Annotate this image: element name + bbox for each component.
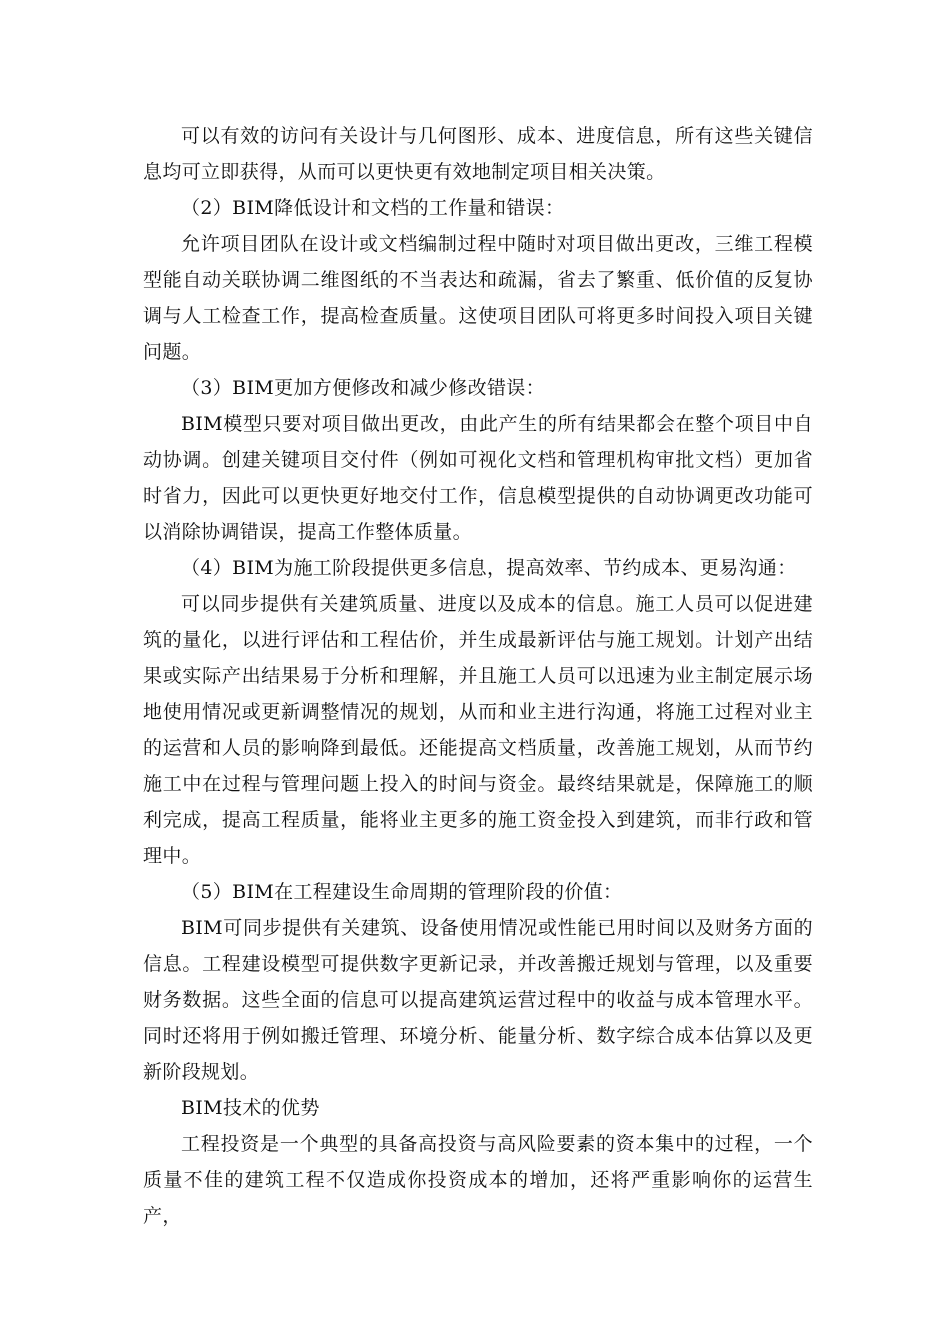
paragraph-easier-modification: BIM模型只要对项目做出更改，由此产生的所有结果都会在整个项目中自动协调。创建关键项目交付件（例如可视化文档和管理机构审批文档）更加省时省力，因此可以更快更好地交付工作，信息模型提供的自动协调更改功能可以消除协调错误，提高工作整体质量。 bbox=[143, 413, 813, 543]
paragraph-design-access: 可以有效的访问有关设计与几何图形、成本、进度信息，所有这些关键信息均可立即获得，从而可以更快更有效地制定项目相关决策。 bbox=[143, 125, 813, 183]
heading-easier-modification: （3）BIM更加方便修改和减少修改错误： bbox=[181, 377, 546, 399]
heading-reduce-errors: （2）BIM降低设计和文档的工作量和错误： bbox=[181, 197, 565, 219]
paragraph-construction-phase: 可以同步提供有关建筑质量、进度以及成本的信息。施工人员可以促进建筑的量化，以进行评估和工程估价，并生成最新评估与施工规划。计划产出结果或实际产出结果易于分析和理解，并且施工人员可以迅速为业主制定展示场地使用情况或更新调整情况的规划，从而和业主进行沟通，将施工过程对业主的运营和人员的影响降到最低。还能提高文档质量，改善施工规划，从而节约施工中在过程与管理问题上投入的时间与资金。最终结果就是，保障施工的顺利完成，提高工程质量，能将业主更多的施工资金投入到建筑，而非行政和管理中。 bbox=[143, 593, 813, 867]
paragraph-investment: 工程投资是一个典型的具备高投资与高风险要素的资本集中的过程，一个质量不佳的建筑工程不仅造成你投资成本的增加，还将严重影响你的运营生产， bbox=[143, 1133, 813, 1227]
heading-bim-advantages: BIM技术的优势 bbox=[181, 1097, 320, 1119]
heading-construction-phase: （4）BIM为施工阶段提供更多信息，提高效率、节约成本、更易沟通： bbox=[181, 557, 797, 579]
document-body bbox=[143, 118, 813, 1234]
paragraph-management-phase: BIM可同步提供有关建筑、设备使用情况或性能已用时间以及财务方面的信息。工程建设模型可提供数字更新记录，并改善搬迁规划与管理，以及重要财务数据。这些全面的信息可以提高建筑运营过程中的收益与成本管理水平。同时还将用于例如搬迁管理、环境分析、能量分析、数字综合成本估算以及更新阶段规划。 bbox=[143, 917, 813, 1083]
paragraph-reduce-errors: 允许项目团队在设计或文档编制过程中随时对项目做出更改，三维工程模型能自动关联协调二维图纸的不当表达和疏漏，省去了繁重、低价值的反复协调与人工检查工作，提高检查质量。这使项目团队可将更多时间投入项目关键问题。 bbox=[143, 233, 813, 363]
heading-management-phase: （5）BIM在工程建设生命周期的管理阶段的价值： bbox=[181, 881, 623, 903]
